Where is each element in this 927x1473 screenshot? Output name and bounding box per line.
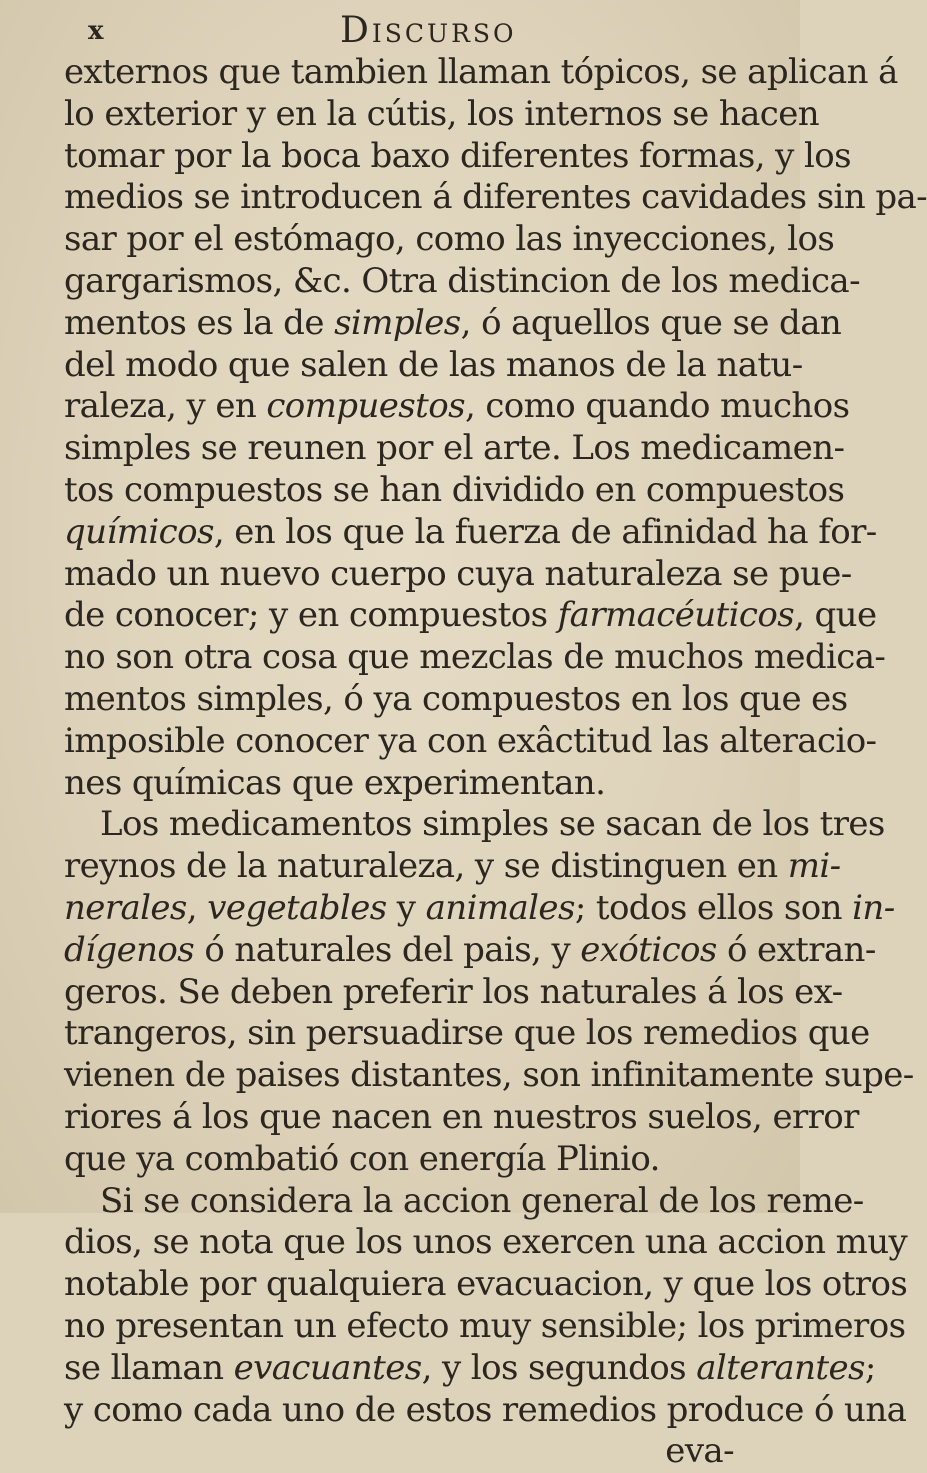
text-line: Si se considera la accion general de los reme- bbox=[100, 1180, 864, 1221]
text-line: nes químicas que experimentan. bbox=[64, 762, 606, 803]
italic-term: simples bbox=[334, 302, 461, 343]
italic-term: exóticos bbox=[580, 929, 717, 970]
running-head: Discurso bbox=[340, 10, 517, 51]
text-line: no presentan un efecto muy sensible; los primeros bbox=[64, 1305, 906, 1346]
catchword: eva- bbox=[665, 1431, 734, 1472]
text-line: del modo que salen de las manos de la natu- bbox=[64, 344, 803, 385]
italic-term: in- bbox=[852, 887, 895, 928]
text-line: dios, se nota que los unos exercen una accion muy bbox=[64, 1222, 908, 1263]
text-line: que ya combatió con energía Plinio. bbox=[64, 1138, 660, 1179]
text-line: mentos es la de simples, ó aquellos que se dan bbox=[64, 302, 842, 343]
text-line: vienen de paises distantes, son infinitamente supe- bbox=[64, 1055, 914, 1096]
italic-term: vegetables bbox=[207, 887, 387, 928]
page-header bbox=[0, 8, 800, 52]
text-line: raleza, y en compuestos, como quando muchos bbox=[64, 386, 850, 427]
text-line: no son otra cosa que mezclas de muchos medica- bbox=[64, 637, 886, 678]
text-line: externos que tambien llaman tópicos, se aplican á bbox=[64, 52, 898, 92]
italic-term: alterantes bbox=[696, 1347, 865, 1388]
italic-term: animales bbox=[425, 887, 575, 928]
text-line: se llaman evacuantes, y los segundos alterantes; bbox=[64, 1347, 876, 1388]
text-line: reynos de la naturaleza, y se distinguen en mi- bbox=[64, 846, 841, 887]
text-line: tomar por la boca baxo diferentes formas, y los bbox=[64, 135, 851, 176]
italic-term: mi- bbox=[787, 846, 841, 887]
text-line: geros. Se deben preferir los naturales á los ex- bbox=[64, 971, 843, 1012]
italic-term: dígenos bbox=[64, 929, 195, 970]
text-line: lo exterior y en la cútis, los internos se hacen bbox=[64, 93, 820, 134]
text-line: mado un nuevo cuerpo cuya naturaleza se pue- bbox=[64, 553, 852, 594]
text-line: de conocer; y en compuestos farmacéuticos, que bbox=[64, 595, 877, 636]
text-line: trangeros, sin persuadirse que los remedios que bbox=[64, 1013, 870, 1054]
italic-term: químicos bbox=[64, 511, 214, 552]
italic-term: evacuantes bbox=[233, 1347, 422, 1388]
text-line: tos compuestos se han dividido en compuestos bbox=[64, 469, 845, 510]
text-line: mentos simples, ó ya compuestos en los que es bbox=[64, 678, 848, 719]
text-line: y como cada uno de estos remedios produce ó una bbox=[64, 1389, 907, 1430]
text-line: Los medicamentos simples se sacan de los tres bbox=[100, 804, 885, 845]
text-line: sar por el estómago, como las inyecciones, los bbox=[64, 219, 835, 260]
italic-term: farmacéuticos bbox=[557, 595, 795, 636]
body-text bbox=[64, 52, 927, 1473]
text-line: dígenos ó naturales del pais, y exóticos ó extran- bbox=[64, 929, 876, 970]
text-line: químicos, en los que la fuerza de afinidad ha for- bbox=[64, 511, 877, 552]
text-line: imposible conocer ya con exâctitud las alteracio- bbox=[64, 720, 877, 761]
italic-term: nerales bbox=[64, 887, 187, 928]
text-line: medios se introducen á diferentes cavidades sin pa- bbox=[64, 177, 927, 218]
italic-term: compuestos bbox=[266, 386, 465, 427]
page-number: x bbox=[88, 16, 105, 46]
text-line: gargarismos, &c. Otra distincion de los medica- bbox=[64, 260, 860, 301]
text-line: simples se reunen por el arte. Los medicamen- bbox=[64, 428, 845, 469]
text-line: notable por qualquiera evacuacion, y que los otros bbox=[64, 1264, 908, 1305]
text-line: riores á los que nacen en nuestros suelos, error bbox=[64, 1096, 859, 1137]
text-line: nerales, vegetables y animales; todos ellos son in- bbox=[64, 887, 895, 928]
